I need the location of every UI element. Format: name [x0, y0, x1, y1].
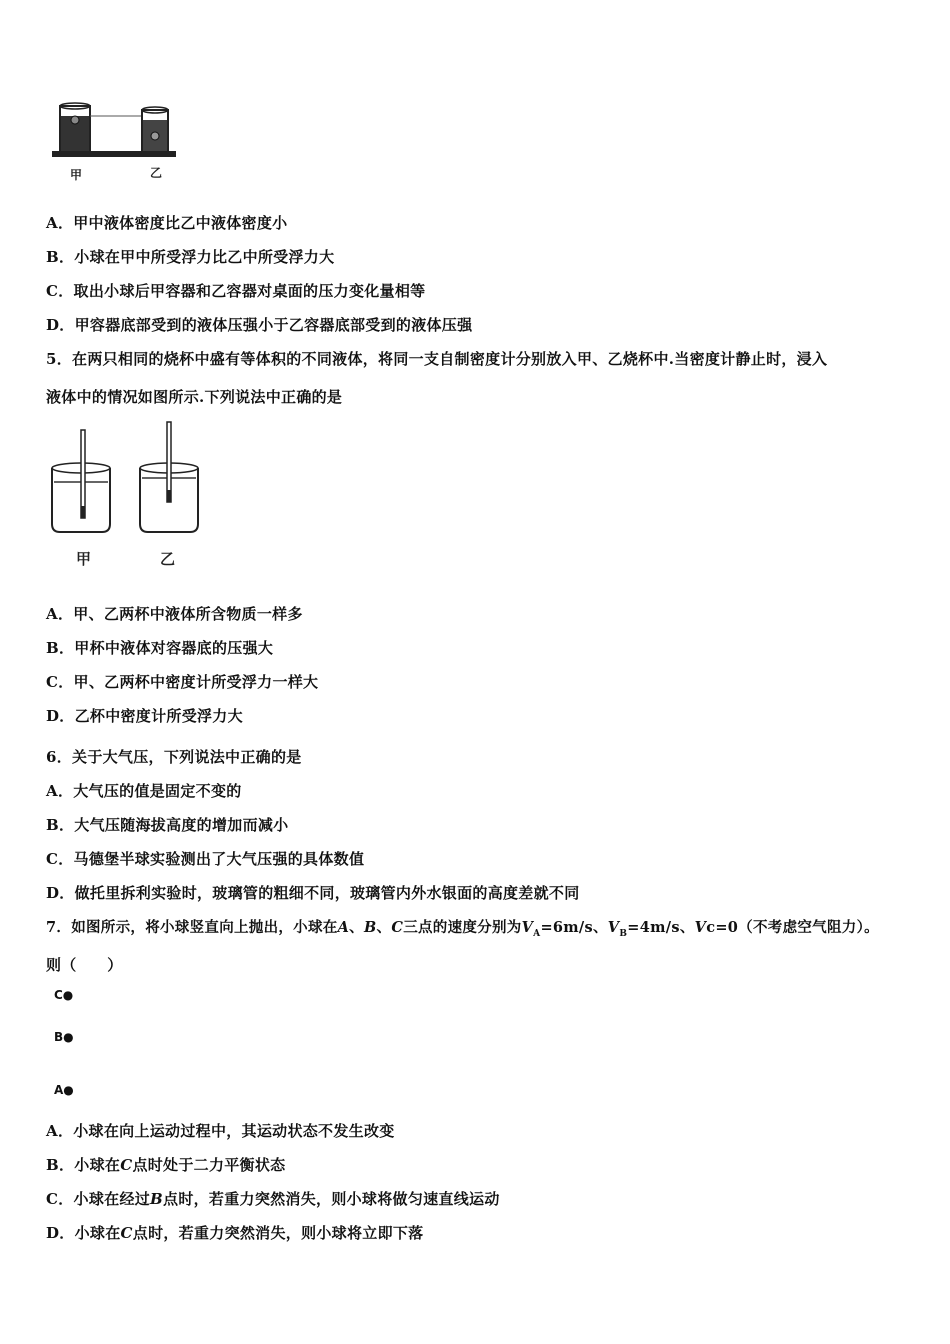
q4-option-b: B．小球在甲中所受浮力比乙中所受浮力大 — [46, 248, 335, 266]
q7-option-c: C．小球在经过B点时，若重力突然消失，则小球将做匀速直线运动 — [46, 1190, 500, 1208]
q4-containers-figure — [50, 96, 180, 166]
q4-option-c: C．取出小球后甲容器和乙容器对桌面的压力变化量相等 — [46, 282, 426, 300]
q6-option-a: A．大气压的值是固定不变的 — [46, 782, 242, 800]
q7-point-c: C● — [54, 988, 74, 1002]
q5-stem-line2: 液体中的情况如图所示.下列说法中正确的是 — [46, 388, 343, 406]
q5-option-b: B．甲杯中液体对容器底的压强大 — [46, 639, 274, 657]
q5-stem-line1: 5．在两只相同的烧杯中盛有等体积的不同液体，将同一支自制密度计分别放入甲、乙烧杯中.当密度计静止时，浸入 — [46, 350, 828, 368]
q6-stem: 6．关于大气压，下列说法中正确的是 — [46, 748, 302, 766]
q6-option-b: B．大气压随海拔高度的增加而减小 — [46, 816, 289, 834]
q6-option-c: C．马德堡半球实验测出了大气压强的具体数值 — [46, 850, 365, 868]
q5-fig-label-left: 甲 — [76, 550, 92, 568]
q6-option-d: D．做托里拆利实验时，玻璃管的粗细不同，玻璃管内外水银面的高度差就不同 — [46, 884, 580, 902]
q5-fig-label-right: 乙 — [160, 550, 176, 568]
q4-fig-label-left: 甲 — [70, 168, 83, 182]
q7-point-b: B● — [54, 1030, 74, 1044]
q5-option-a: A．甲、乙两杯中液体所含物质一样多 — [46, 605, 303, 623]
q4-option-d: D．甲容器底部受到的液体压强小于乙容器底部受到的液体压强 — [46, 316, 473, 334]
q4-option-a: A．甲中液体密度比乙中液体密度小 — [46, 214, 288, 232]
q4-fig-label-right: 乙 — [150, 166, 163, 180]
q7-option-b: B．小球在C点时处于二力平衡状态 — [46, 1156, 286, 1174]
q5-option-c: C．甲、乙两杯中密度计所受浮力一样大 — [46, 673, 319, 691]
q7-option-d: D．小球在C点时，若重力突然消失，则小球将立即下落 — [46, 1224, 424, 1242]
q5-beakers-figure — [46, 420, 216, 540]
q7-option-a: A．小球在向上运动过程中，其运动状态不发生改变 — [46, 1122, 395, 1140]
q5-option-d: D．乙杯中密度计所受浮力大 — [46, 707, 243, 725]
q7-stem-line1: 7．如图所示，将小球竖直向上抛出，小球在A、B、C三点的速度分别为$V_A=6m/s$、$V_B=4m/s$、Vc=0（不考虑空气阻力）。 — [46, 919, 879, 939]
q7-point-a: A● — [54, 1083, 74, 1097]
q7-stem-line2: 则（ ） — [46, 956, 123, 974]
